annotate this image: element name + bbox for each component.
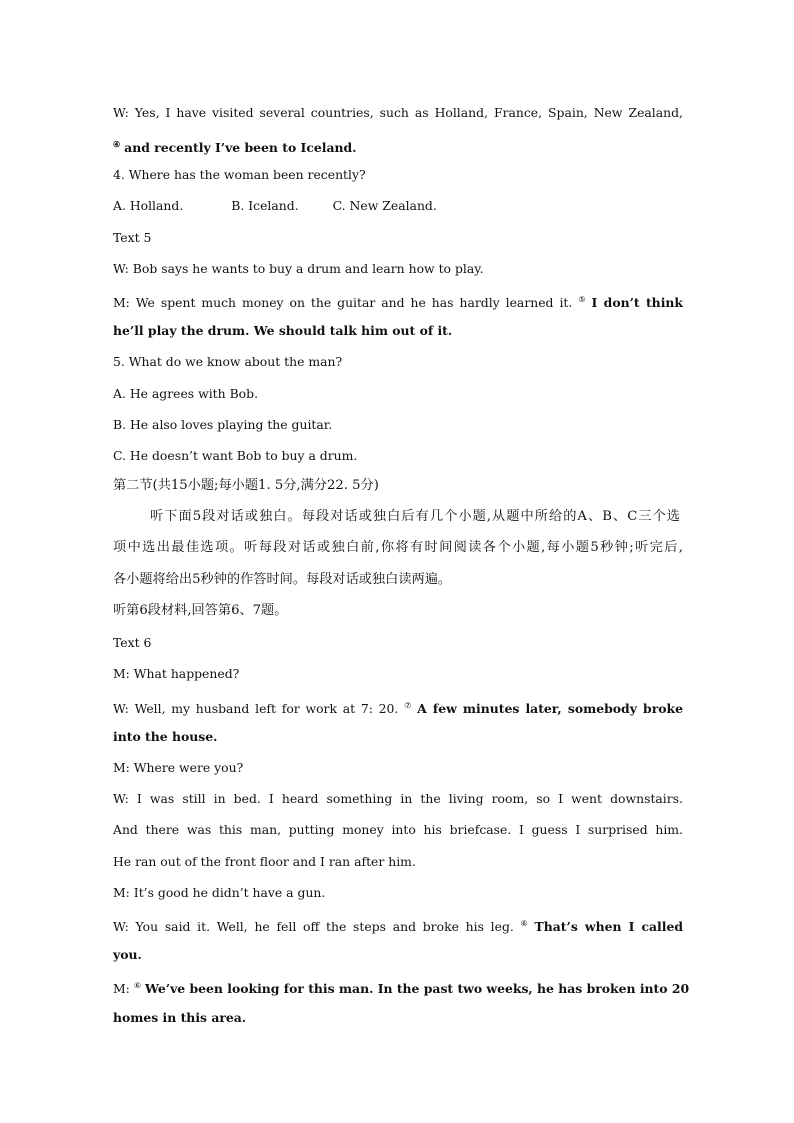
instructions-line-1: 听下面5段对话或独白。每段对话或独白后有几个小题,从题中所给的A、B、C三个选 [150, 509, 680, 524]
dialogue-line-still-in-bed: W: I was still in bed. I heard something in the living room, so I went downstairs. [113, 791, 683, 806]
key-sentence-broke: A few minutes later, somebody broke [417, 701, 683, 716]
dialogue-line-briefcase: And there was this man, putting money into his briefcase. I guess I surprised him. [113, 822, 683, 837]
dialogue-line-w-drum: W: Bob says he wants to buy a drum and learn how to play. [113, 261, 484, 276]
dialogue-husband-plain: W: Well, my husband left for work at 7: 20. [113, 701, 399, 716]
dialogue-line-ran-out: He ran out of the front floor and I ran after him. [113, 854, 416, 869]
section-2-heading: 第二节(共15小题;每小题1. 5分,满分22. 5分) [113, 478, 379, 493]
option-5a: A. He agrees with Bob. [113, 386, 259, 401]
question-5: 5. What do we know about the man? [113, 354, 343, 369]
answer-marker-4: ④ [113, 139, 121, 149]
key-sentence-you: you. [113, 947, 142, 962]
question-4: 4. Where has the woman been recently? [113, 167, 366, 182]
option-4a: A. Holland. [113, 198, 184, 213]
text-6-intro: 听第6段材料,回答第6、7题。 [113, 603, 288, 618]
option-5c: C. He doesn’t want Bob to buy a drum. [113, 448, 358, 463]
text-5-title: Text 5 [113, 230, 152, 245]
key-sentence-dont-think: I don’t think [591, 295, 683, 310]
dialogue-m-guitar-plain: M: We spent much money on the guitar and he has hardly learned it. [113, 295, 573, 310]
answer-marker-7: ⑦ [404, 701, 414, 710]
dialogue-line-w-countries: W: Yes, I have visited several countries, such as Holland, France, Spain, New Zealand, [113, 105, 683, 120]
option-4b: B. Iceland. [231, 198, 299, 213]
key-sentence-looking: We’ve been looking for this man. In the past two weeks, he has broken into 20 [145, 981, 690, 996]
dialogue-line-m-guitar [113, 292, 683, 311]
options-4 [113, 198, 683, 214]
key-sentence-talk-out: he’ll play the drum. We should talk him out of it. [113, 323, 453, 338]
dialogue-broke-leg-plain: W: You said it. Well, he fell off the steps and broke his leg. [113, 919, 514, 934]
key-sentence-iceland: and recently I’ve been to Iceland. [124, 140, 357, 155]
dialogue-line-looking [113, 978, 690, 997]
option-4c: C. New Zealand. [332, 198, 437, 213]
answer-marker-5: ⑤ [578, 295, 588, 304]
answer-marker-6a: ⑥ [520, 919, 531, 928]
dialogue-line-what-happened: M: What happened? [113, 666, 240, 681]
instructions-line-3: 各小题将给出5秒钟的作答时间。每段对话或独白读两遍。 [113, 572, 452, 587]
dialogue-line-iceland [113, 136, 683, 156]
text-6-title: Text 6 [113, 635, 152, 650]
key-sentence-called: That’s when I called [534, 919, 683, 934]
answer-marker-6b: ⑥ [133, 981, 141, 990]
dialogue-line-where-were-you: M: Where were you? [113, 760, 244, 775]
key-sentence-into-house: into the house. [113, 729, 218, 744]
dialogue-line-gun: M: It’s good he didn’t have a gun. [113, 885, 326, 900]
dialogue-line-husband [113, 698, 683, 717]
option-5b: B. He also loves playing the guitar. [113, 417, 333, 432]
key-sentence-homes: homes in this area. [113, 1010, 247, 1025]
dialogue-line-broke-leg [113, 916, 683, 935]
speaker-m: M: [113, 981, 130, 996]
instructions-line-2: 项中选出最佳选项。听每段对话或独白前,你将有时间阅读各个小题,每小题5秒钟;听完后, [113, 540, 683, 555]
